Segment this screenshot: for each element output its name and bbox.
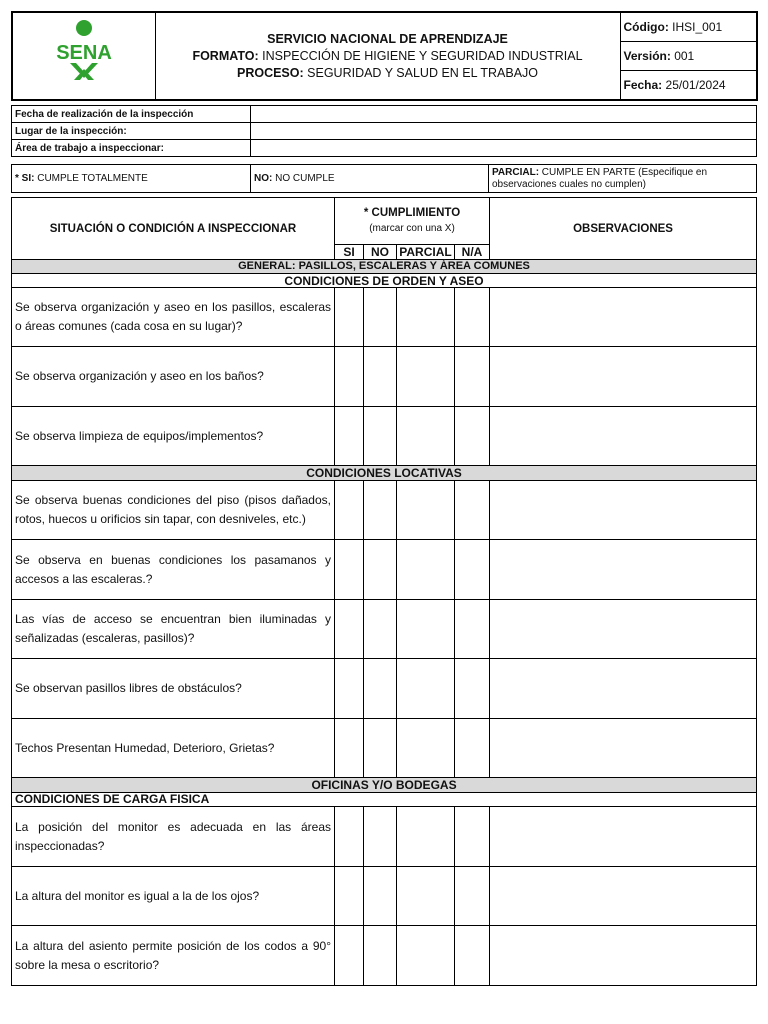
- question-1: Se observa organización y aseo en los pasillos, escaleras o áreas comunes (cada cosa en su lugar)?: [12, 288, 335, 347]
- inspection-table: [11, 197, 757, 986]
- cumplimiento-note: (marcar con una X): [369, 223, 455, 234]
- subsection-carga-fisica: CONDICIONES DE CARGA FISICA: [12, 793, 757, 807]
- legend-parcial-text: CUMPLE EN PARTE (Especifique en observaciones cuales no cumplen): [492, 166, 708, 190]
- col-parcial-header: PARCIAL: [397, 245, 455, 260]
- sena-logo: [42, 19, 126, 89]
- observaciones-field[interactable]: [490, 407, 757, 466]
- checkbox-parcial[interactable]: [397, 540, 455, 600]
- checkbox-na[interactable]: [455, 540, 490, 600]
- col-cumplimiento-header: [335, 198, 490, 245]
- fecha-cell: [620, 71, 757, 100]
- checkbox-parcial[interactable]: [397, 807, 455, 867]
- col-na-header: N/A: [455, 245, 490, 260]
- checkbox-si[interactable]: [335, 540, 364, 600]
- observaciones-field[interactable]: [490, 540, 757, 600]
- version-cell: [620, 41, 757, 70]
- checkbox-no[interactable]: [364, 407, 397, 466]
- checkbox-no[interactable]: [364, 867, 397, 926]
- checkbox-si[interactable]: [335, 347, 364, 407]
- question-5: Se observa en buenas condiciones los pasamanos y accesos a las escaleras.?: [12, 540, 335, 600]
- question-2: Se observa organización y aseo en los baños?: [12, 347, 335, 407]
- lugar-field[interactable]: [251, 123, 757, 140]
- codigo-label: Código:: [623, 19, 669, 34]
- checkbox-no[interactable]: [364, 659, 397, 719]
- checkbox-na[interactable]: [455, 659, 490, 719]
- question-8: Techos Presentan Humedad, Deterioro, Grietas?: [12, 719, 335, 778]
- section-oficinas: OFICINAS Y/O BODEGAS: [12, 778, 757, 793]
- version-value: 001: [670, 48, 695, 63]
- section-locativas: CONDICIONES LOCATIVAS: [12, 466, 757, 481]
- checkbox-no[interactable]: [364, 807, 397, 867]
- question-3: Se observa limpieza de equipos/implementos?: [12, 407, 335, 466]
- observaciones-field[interactable]: [490, 719, 757, 778]
- observaciones-field[interactable]: [490, 481, 757, 540]
- lugar-label: Lugar de la inspección:: [12, 123, 251, 140]
- checkbox-parcial[interactable]: [397, 600, 455, 659]
- checkbox-parcial[interactable]: [397, 407, 455, 466]
- formato-value: INSPECCIÓN DE HIGIENE Y SEGURIDAD INDUSTRIAL: [258, 48, 583, 63]
- table-row: [12, 288, 757, 347]
- proceso-value: SEGURIDAD Y SALUD EN EL TRABAJO: [303, 65, 539, 80]
- col-si-header: SI: [335, 245, 364, 260]
- checkbox-na[interactable]: [455, 288, 490, 347]
- checkbox-si[interactable]: [335, 659, 364, 719]
- observaciones-field[interactable]: [490, 867, 757, 926]
- checkbox-no[interactable]: [364, 481, 397, 540]
- version-label: Versión:: [623, 48, 671, 63]
- info-table: [11, 105, 757, 157]
- org-name: SERVICIO NACIONAL DE APRENDIZAJE: [267, 31, 508, 46]
- checkbox-parcial[interactable]: [397, 347, 455, 407]
- table-row: [12, 659, 757, 719]
- observaciones-field[interactable]: [490, 659, 757, 719]
- checkbox-na[interactable]: [455, 600, 490, 659]
- legend-no-label: NO:: [254, 173, 273, 184]
- checkbox-na[interactable]: [455, 807, 490, 867]
- table-row: [12, 719, 757, 778]
- cumplimiento-title: * CUMPLIMIENTO: [363, 207, 461, 219]
- checkbox-na[interactable]: [455, 407, 490, 466]
- checkbox-na[interactable]: [455, 926, 490, 986]
- checkbox-si[interactable]: [335, 926, 364, 986]
- col-no-header: NO: [364, 245, 397, 260]
- question-4: Se observa buenas condiciones del piso (pisos dañados, rotos, huecos u orificios sin tapar, con desniveles, etc.): [12, 481, 335, 540]
- fecha-value: 25/01/2024: [662, 78, 726, 93]
- legend-no: [251, 165, 489, 193]
- observaciones-field[interactable]: [490, 288, 757, 347]
- checkbox-si[interactable]: [335, 600, 364, 659]
- question-11: La altura del asiento permite posición de los codos a 90° sobre la mesa o escritorio?: [12, 926, 335, 986]
- fecha-realizacion-field[interactable]: [251, 106, 757, 123]
- observaciones-field[interactable]: [490, 926, 757, 986]
- checkbox-parcial[interactable]: [397, 288, 455, 347]
- title-cell: [155, 12, 620, 100]
- question-6: Las vías de acceso se encuentran bien iluminadas y señalizadas (escaleras, pasillos)?: [12, 600, 335, 659]
- col-situacion-header: SITUACIÓN O CONDICIÓN A INSPECCIONAR: [12, 198, 335, 260]
- legend-parcial: [489, 165, 757, 193]
- checkbox-no[interactable]: [364, 600, 397, 659]
- checkbox-si[interactable]: [335, 719, 364, 778]
- table-row: [12, 540, 757, 600]
- table-row: [12, 347, 757, 407]
- observaciones-field[interactable]: [490, 347, 757, 407]
- codigo-value: IHSI_001: [668, 19, 723, 34]
- checkbox-parcial[interactable]: [397, 867, 455, 926]
- formato-label: FORMATO:: [192, 48, 259, 63]
- legend-parcial-label: PARCIAL:: [492, 166, 540, 178]
- header-table: [11, 11, 758, 101]
- checkbox-si[interactable]: [335, 288, 364, 347]
- proceso-line: [159, 65, 617, 82]
- question-10: La altura del monitor es igual a la de los ojos?: [12, 867, 335, 926]
- area-field[interactable]: [251, 140, 757, 157]
- fecha-realizacion-label: Fecha de realización de la inspección: [12, 106, 251, 123]
- observaciones-field[interactable]: [490, 600, 757, 659]
- checkbox-si[interactable]: [335, 407, 364, 466]
- logo-text: SENA: [55, 41, 112, 64]
- observaciones-field[interactable]: [490, 807, 757, 867]
- checkbox-si[interactable]: [335, 867, 364, 926]
- checkbox-parcial[interactable]: [397, 719, 455, 778]
- table-row: [12, 926, 757, 986]
- col-observaciones-header: OBSERVACIONES: [490, 198, 757, 260]
- checkbox-si[interactable]: [335, 807, 364, 867]
- table-row: [12, 407, 757, 466]
- checkbox-na[interactable]: [455, 719, 490, 778]
- checkbox-parcial[interactable]: [397, 926, 455, 986]
- fecha-label: Fecha:: [623, 78, 663, 93]
- area-label: Área de trabajo a inspeccionar:: [12, 140, 251, 157]
- codigo-cell: [620, 12, 757, 41]
- question-7: Se observan pasillos libres de obstáculos?: [12, 659, 335, 719]
- checkbox-no[interactable]: [364, 719, 397, 778]
- legend-table: [11, 164, 757, 193]
- checkbox-na[interactable]: [455, 347, 490, 407]
- checkbox-parcial[interactable]: [397, 659, 455, 719]
- legend-si: [12, 165, 251, 193]
- table-row: [12, 807, 757, 867]
- subsection-orden-aseo: CONDICIONES DE ORDEN Y ASEO: [12, 274, 757, 288]
- checkbox-na[interactable]: [455, 481, 490, 540]
- checkbox-no[interactable]: [364, 288, 397, 347]
- checkbox-no[interactable]: [364, 540, 397, 600]
- formato-line: [159, 48, 617, 65]
- table-row: [12, 481, 757, 540]
- proceso-label: PROCESO:: [236, 65, 304, 80]
- question-9: La posición del monitor es adecuada en las áreas inspeccionadas?: [12, 807, 335, 867]
- checkbox-si[interactable]: [335, 481, 364, 540]
- section-general: GENERAL: PASILLOS, ESCALERAS Y ÁREA COMUNES: [12, 260, 757, 274]
- legend-si-label: * SI:: [15, 173, 35, 184]
- checkbox-no[interactable]: [364, 347, 397, 407]
- table-row: [12, 600, 757, 659]
- legend-no-text: NO CUMPLE: [272, 173, 335, 184]
- checkbox-no[interactable]: [364, 926, 397, 986]
- table-row: [12, 867, 757, 926]
- logo-cell: [12, 12, 155, 100]
- checkbox-na[interactable]: [455, 867, 490, 926]
- legend-si-text: CUMPLE TOTALMENTE: [34, 173, 148, 184]
- checkbox-parcial[interactable]: [397, 481, 455, 540]
